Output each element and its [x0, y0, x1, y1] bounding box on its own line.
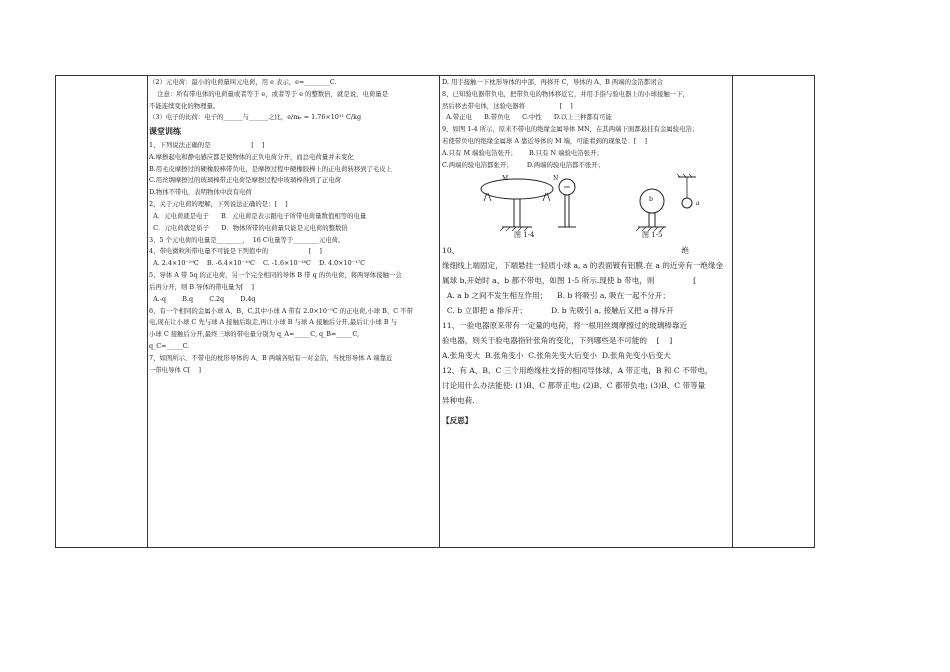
q-line: A.-q B.q C.2q D.4q: [149, 294, 256, 303]
left-line-1: （2）元电荷：最小的电荷量叫元电荷，用 e 表示，e=________C.: [149, 78, 337, 86]
figures-area: [442, 173, 730, 243]
q-line: 1、下列说法正确的是 [ ]: [149, 140, 265, 149]
q-line: D.物体不带电，表明物体中没有电荷: [149, 188, 252, 197]
left-line-4: （3）电子的比荷：电子的______与______之比，e/mₑ = 1.76×10¹¹ C/kg: [149, 113, 362, 122]
q-line: 一带电导体 C[ ]: [149, 365, 201, 374]
q-line: 4、带电微粒所带电量不可能是下列值中的 [ ]: [149, 247, 322, 256]
column-divider-1: [147, 76, 148, 547]
label-m: M: [502, 175, 509, 183]
q-line: 电,现在让小球 C 先与球 A 接触后取走,再让小球 B 与球 A 接触后分开,最后让小球 B 与: [149, 318, 398, 327]
q11-line: 验电器，则关于验电器指针张角的变化，下列哪些是不可能的 [ ]: [442, 336, 673, 346]
q-line: 6、有一个相同的金属小球 A、B、C,其中小球 A 带有 2.0×10⁻⁵C 的正电荷,小球 B、C 不带: [149, 306, 413, 315]
q-line: 2、关于元电荷的理解，下列说法正确的是：[ ]: [149, 200, 288, 209]
q10-line: 属球 b,开始时 a、b 都不带电，如图 1-5 所示.现使 b 带电，则 [: [442, 276, 697, 286]
label-a: a: [696, 200, 700, 208]
physics-figures: [442, 173, 730, 243]
q-line: 若使带负电的绝缘金属球 A 靠近导体的 M 端，可能看到的现象是：[ ]: [442, 137, 647, 146]
q-line: 3、5 个元电荷的电量是________， 16 C电量等于________元电荷。: [149, 235, 345, 244]
label-b: b: [649, 196, 653, 204]
q-line: 然后移去带电体，这验电器将 [ ]: [442, 101, 573, 110]
right-overlap-line: D. 用手接触一下枕形导体的中部，再移开 C，导体的 A、B 两端的金箔都闭合: [442, 78, 663, 86]
q-line: 小球 C 接触后分开,最终三球的带电量分别为 q_A=_____C, q_B=_____C,: [149, 330, 360, 339]
q-line: C．元电荷就是质子 D．物体所带的电荷量只能是元电荷的整数倍: [149, 223, 348, 232]
q-line: 后再分开，则 B 导体的带电量为[ ]: [149, 282, 254, 291]
q10-line: 缘细线上端固定，下端悬挂一轻质小球 a, a 的表面镀有铝膜.在 a 的近旁有一绝缘金: [442, 261, 724, 271]
q-line: A．元电荷就是电子 B．元电荷是表示跟电子所带电荷量数值相等的电量: [149, 211, 367, 220]
q-line: C.用丝绸摩擦过的玻璃棒带正电荷是摩擦过程中玻璃棒得到了正电荷: [149, 176, 342, 185]
q10-line: A. a b 之间不发生相互作用； B. b 将吸引 a, 吸在一起不分开；: [442, 291, 670, 301]
figure-1-4-drawing: [481, 179, 576, 231]
q11-line: 11、一验电器原来带有一定量的电荷，将一根用丝绸摩擦过的玻璃棒靠近: [442, 321, 688, 331]
q10-line: C. b 立即把 a 排斥开； D. b 先吸引 a, 接触后又把 a 排斥开: [442, 306, 674, 316]
column-divider-3: [732, 76, 733, 547]
q-line: 9、如图 1-4 所示，原来不带电的绝缘金属导体 MN，在其两端下面都悬挂有金属验电箔；: [442, 125, 699, 134]
left-content-column: [149, 76, 436, 547]
q-line: q_C=_____C.: [149, 342, 190, 350]
q-line: 8、已知验电器带负电，把带负电的物体移近它，并用手指与验电器上的小球接触一下，: [442, 89, 689, 98]
worksheet-table: [55, 75, 815, 548]
reflection-heading: 【反思】: [442, 415, 473, 425]
label-n: N: [553, 175, 559, 183]
caption-figure-1-4: 图 1-4: [514, 231, 535, 240]
section-title-class-practice: 课堂训练: [149, 126, 181, 137]
q11-line: A.张角变大 B.张角变小 C.张角先变大后变小 D.张角先变小后变大: [442, 351, 671, 361]
q-line: A. 2.4×10⁻¹⁹C B. -6.4×10⁻¹⁹C C. -1.6×10⁻¹⁸C D. 4.0×10⁻¹⁷C: [149, 259, 366, 268]
q-line: A.带正电 B.带负电 C.中性 D.以上三种都有可能: [442, 113, 612, 122]
left-line-2: 注意：所有带电体的电荷量或者等于 e，或者等于 e 的整数倍，就是说，电荷量是: [149, 89, 389, 98]
q-line: 7、如图所示，不带电的枕形导体的 A、B 两端各贴有一对金箔，当枕形导体 A 端靠近: [149, 353, 393, 362]
q10-line: 10、 绝: [442, 246, 689, 256]
q-line: B.用毛皮摩擦过的硬橡胶棒带负电，是摩擦过程中硬橡胶棒上的正电荷转移到了毛皮上: [149, 164, 393, 173]
q12-line: 讨论用什么办法能使: (1)B、C 都带正电; (2)B、C 都带负电; (3)B、C 带等量: [442, 381, 706, 391]
left-line-3: 不能连续变化的物理量。: [149, 101, 220, 110]
caption-figure-1-5: 图 1-5: [642, 231, 663, 240]
figure-1-5-drawing: [636, 174, 696, 231]
right-content-column: [442, 76, 730, 547]
column-divider-2: [439, 76, 440, 547]
q-line: A.只有 M 端验电箔张开； B.只有 N 端验电箔张开；: [442, 148, 603, 157]
q-line: 5、导体 A 带 5q 的正电荷，另一个完全相同的导体 B 带 q 的负电荷，将两导体接触一会: [149, 271, 402, 280]
q-line: C.两端的验电箔都张开； D.两端的验电箔都不张开；: [442, 160, 605, 169]
q-line: A.摩擦起电和静电感应都是使物体的正负电荷分开，而总电荷量并未变化: [149, 152, 354, 161]
q12-line: 异种电荷.: [442, 395, 475, 405]
q12-line: 12、有 A、B、C 三个用绝缘柱支持的相同导体球，A 带正电，B 和 C 不带电，: [442, 366, 713, 376]
